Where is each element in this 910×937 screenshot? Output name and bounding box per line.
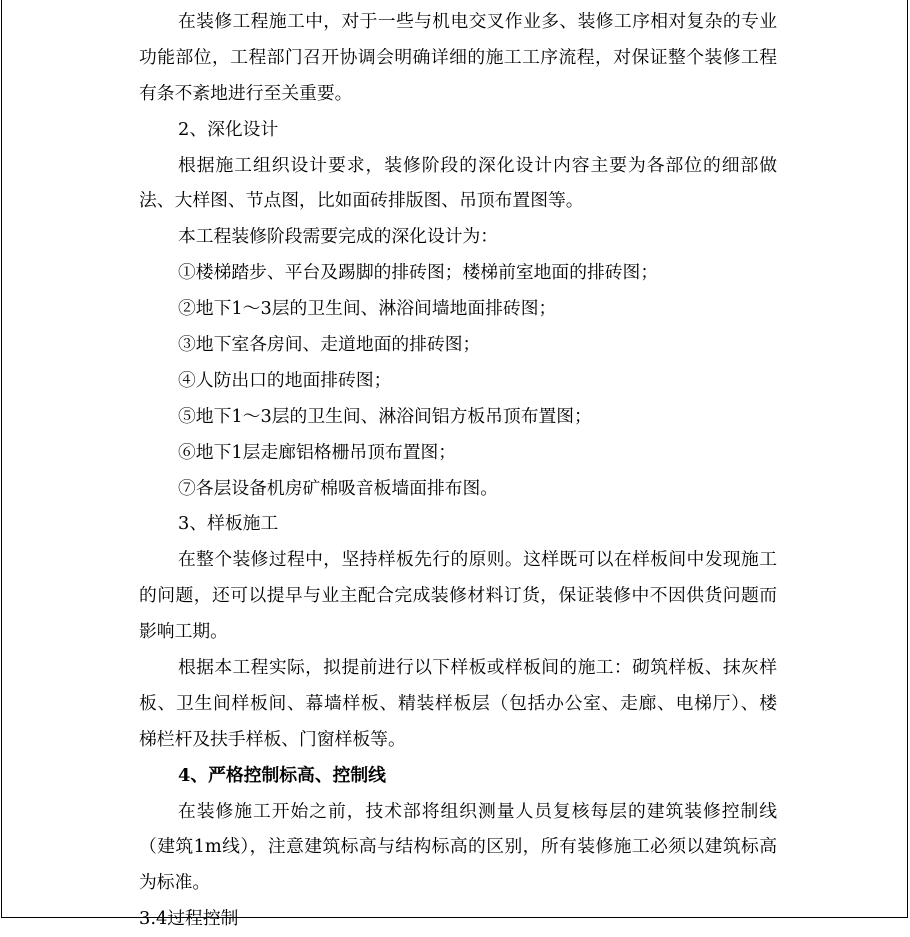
section-heading-2: 2、深化设计 xyxy=(178,118,279,140)
text-line: 在装修施工开始之前，技术部将组织测量人员复核每层的建筑装修控制线 xyxy=(178,800,777,822)
section-heading-3: 3、样板施工 xyxy=(178,513,279,535)
list-item: ⑤地下1～3层的卫生间、淋浴间铝方板吊顶布置图； xyxy=(178,405,592,427)
paragraph xyxy=(139,794,777,902)
text-line: 法、大样图、节点图，比如面砖排版图、吊顶布置图等。 xyxy=(139,190,584,212)
text-line: 为标准。 xyxy=(139,872,211,894)
text-line: 功能部位，工程部门召开协调会明确详细的施工工序流程，对保证整个装修工程 xyxy=(139,46,777,68)
list-item: ⑥地下1层走廊铝格栅吊顶布置图； xyxy=(178,441,457,463)
paragraph xyxy=(139,542,777,650)
design-items-list xyxy=(139,255,777,506)
list-item: ①楼梯踏步、平台及踢脚的排砖图；楼梯前室地面的排砖图； xyxy=(178,262,659,284)
list-item: ②地下1～3层的卫生间、淋浴间墙地面排砖图； xyxy=(178,298,557,320)
text-line: 根据本工程实际，拟提前进行以下样板或样板间的施工：砌筑样板、抹灰样 xyxy=(178,657,777,679)
paragraph xyxy=(139,219,777,255)
paragraph xyxy=(139,650,777,758)
text-line: 在整个装修过程中，坚持样板先行的原则。这样既可以在样板间中发现施工 xyxy=(178,549,777,571)
paragraph xyxy=(139,148,777,220)
text-line: 根据施工组织设计要求，装修阶段的深化设计内容主要为各部位的细部做 xyxy=(178,154,777,176)
text-line: （建筑1m线），注意建筑标高与结构标高的区别，所有装修施工必须以建筑标高 xyxy=(139,836,777,858)
text-line: 的问题，还可以提早与业主配合完成装修材料订货，保证装修中不因供货问题而 xyxy=(139,585,777,607)
section-heading-4: 4、严格控制标高、控制线 xyxy=(178,764,386,786)
text-line: 板、卫生间样板间、幕墙样板、精装样板层（包括办公室、走廊、电梯厅）、楼 xyxy=(139,692,777,714)
text-line: 影响工期。 xyxy=(139,621,228,643)
text-line: 有条不紊地进行至关重要。 xyxy=(139,82,353,104)
text-line: 梯栏杆及扶手样板、门窗样板等。 xyxy=(139,728,406,750)
list-item: ③地下室各房间、走道地面的排砖图； xyxy=(178,334,481,356)
document-body xyxy=(139,4,777,937)
intro-paragraph xyxy=(139,4,777,112)
list-item: ⑦各层设备机房矿棉吸音板墙面排布图。 xyxy=(178,477,499,499)
text-line: 本工程装修阶段需要完成的深化设计为： xyxy=(178,226,499,248)
text-line: 在装修工程施工中，对于一些与机电交叉作业多、装修工序相对复杂的专业 xyxy=(178,11,777,32)
next-section-heading: 3.4过程控制 xyxy=(139,908,239,930)
document-page xyxy=(1,0,908,930)
list-item: ④人防出口的地面排砖图； xyxy=(178,369,392,391)
